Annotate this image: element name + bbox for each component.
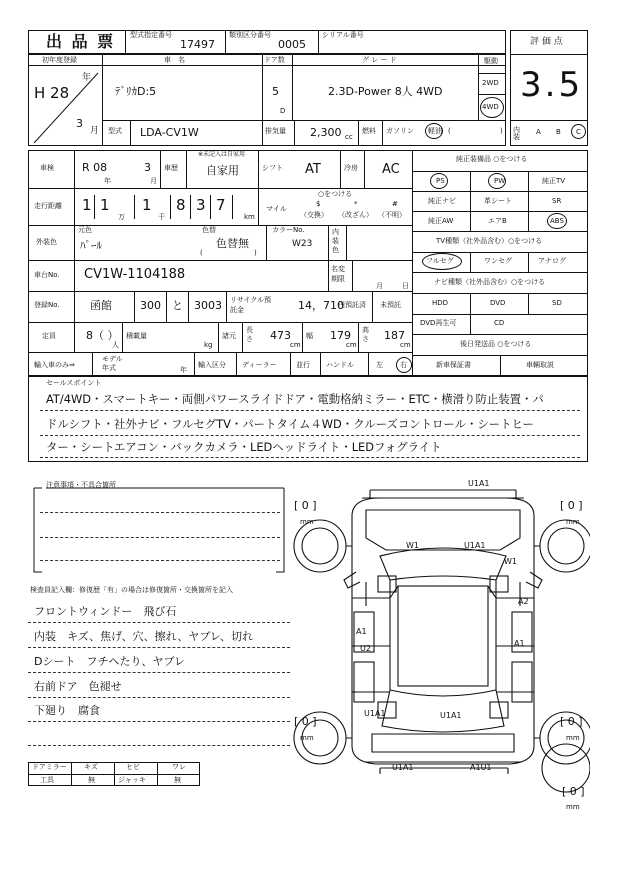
dims-label: 諸元	[222, 332, 236, 340]
damage-rear-gate: U1A1	[440, 711, 462, 720]
damage-roof-a1: A1	[356, 627, 367, 636]
color-value: ﾊﾟｰﾙ	[80, 239, 102, 252]
equip-title: 純正装備品 ○をつける	[456, 155, 528, 163]
tire-fr-value: [ 0 ]	[560, 499, 583, 512]
fuel-diesel-circle	[425, 123, 443, 139]
navi-hdd: HDD	[432, 299, 449, 307]
damage-hood: U1A1	[464, 541, 486, 550]
class-value: 0005	[278, 38, 306, 51]
equip-airbag: エアB	[488, 217, 507, 225]
aircon-label: 冷房	[344, 164, 358, 172]
equip-tv: 純正TV	[542, 177, 566, 185]
interior-label: 内装	[513, 126, 520, 141]
renewal-label: 名変期限	[331, 265, 345, 283]
doors-label: ドア数	[264, 56, 285, 64]
page-title: 出 品 票	[46, 32, 116, 51]
import-label: 輸入車のみ⇒	[34, 361, 75, 369]
reg-label: 登録No.	[34, 301, 60, 309]
first-reg-label: 初年度登録	[42, 56, 77, 64]
first-reg-month-unit: 月	[90, 126, 100, 136]
sales-label: セールスポイント	[46, 379, 102, 387]
mileage-digit-4: 8	[176, 196, 186, 214]
mile-label: マイル	[266, 205, 287, 213]
dealer: ディーラー	[242, 361, 277, 369]
mile-unknown: （不明）	[378, 211, 406, 219]
origcolor-label: 元色	[78, 226, 92, 234]
navi-title: ナビ種類（社外品含む）○をつける	[434, 278, 546, 286]
shaken-label: 車検	[40, 164, 54, 172]
load-unit: kg	[204, 341, 213, 349]
recycle-no: 未預託	[380, 301, 401, 309]
history-value: 自家用	[206, 164, 239, 177]
equip-sr: SR	[552, 197, 562, 205]
fuel-gas: ガソリン	[386, 127, 414, 135]
note-line-5: 下廻り 腐食	[34, 704, 100, 717]
cd-label: CD	[494, 319, 505, 327]
equip-ps-circle	[430, 173, 448, 189]
model-year-label: モデル年式	[102, 355, 123, 372]
color-paren-open: (	[200, 249, 203, 257]
damage-rear-bumper-right: A1U1	[470, 763, 492, 772]
notes-label: 注意事項・不具合箇所	[46, 481, 116, 489]
parallel: 並行	[296, 361, 310, 369]
shift-value: AT	[305, 162, 321, 177]
mileage-digit-6: 7	[216, 196, 226, 214]
equip-ps: PS	[436, 177, 445, 185]
interior-b: B	[556, 128, 561, 136]
model-value: LDA-CV1W	[140, 126, 199, 139]
len-value: 473	[270, 329, 291, 342]
note-line-1: フロントウィンドー 飛び石	[34, 605, 177, 618]
reg-class: 300	[140, 299, 161, 312]
mile-unknown-symbol: #	[392, 200, 398, 208]
height-value: 187	[384, 329, 405, 342]
handle-label: ハンドル	[326, 361, 354, 369]
damage-right-window: W1	[504, 557, 517, 566]
interior-a: A	[536, 128, 541, 136]
width-value: 179	[330, 329, 351, 342]
recycle-unit: 円預託済	[338, 301, 366, 309]
equip-abs-circle	[547, 213, 567, 229]
handle-right: 右	[400, 361, 407, 369]
tire-spare-unit: mm	[566, 803, 580, 811]
damage-right-rear-door: A1	[514, 639, 525, 648]
first-reg-year-unit: 年	[82, 73, 92, 83]
shift-label: シフト	[262, 164, 283, 172]
chassis-label: 車台No.	[34, 271, 60, 279]
color-paren-close: )	[254, 249, 257, 257]
equip-abs: ABS	[550, 217, 564, 225]
tire-rl-value: [ 0 ]	[294, 715, 317, 728]
man-unit: 万	[118, 213, 125, 221]
sales-line-2: ドルシフト・社外ナビ・フルセグTV・パートタイム４WD・クルーズコントロール・シートヒー	[46, 417, 534, 431]
handle-left: 左	[376, 361, 383, 369]
aircon-value: AC	[382, 162, 400, 177]
height-label: 高さ	[362, 326, 369, 343]
mileage-digit-5: 3	[196, 196, 206, 214]
navi-sd: SD	[552, 299, 562, 307]
tire-fl-unit: mm	[300, 518, 314, 526]
damage-rear-bumper-left: U1A1	[392, 763, 414, 772]
history-note: ※未記入は自家用	[198, 151, 246, 158]
shaken-value: R 08	[82, 161, 108, 174]
mile-altered-symbol: *	[354, 200, 358, 208]
recycle-value: 14，710	[298, 299, 344, 312]
reg-number: 3003	[194, 299, 222, 312]
len-label: 長さ	[246, 326, 253, 343]
capacity-label: 定員	[42, 332, 56, 340]
len-cm: cm	[290, 341, 301, 349]
sales-line-3: ター・シートエアコン・バックカメラ・LEDヘッドライト・LEDフォグライト	[46, 440, 442, 454]
capacity-unit: 人	[112, 341, 119, 349]
damage-right-front-door: A2	[518, 597, 529, 606]
import-class-label: 輸入区分	[198, 361, 226, 369]
drive-4wd: 4WD	[482, 103, 499, 111]
history-label: 車歴	[164, 164, 178, 172]
drive-4wd-circle	[480, 97, 504, 118]
tire-rr-unit: mm	[566, 734, 580, 742]
first-reg-era: H 28	[34, 84, 70, 102]
model-label: 型式	[108, 127, 122, 135]
note-line-2: 内装 キズ、焦げ、穴、擦れ、ヤブレ、切れ	[34, 630, 254, 643]
reg-kana: と	[172, 299, 183, 312]
color-change: 色替無	[216, 237, 249, 250]
mileage-digit-2: 1	[100, 196, 110, 214]
sales-line-1: AT/4WD・スマートキー・両側パワースライドドア・電動格納ミラー・ETC・横滑り防止装置・パ	[46, 392, 544, 406]
fuel-label: 燃料	[362, 127, 376, 135]
mile-altered: （改ざん）	[338, 211, 373, 219]
mileage-digit-3: 1	[142, 196, 152, 214]
colorno-label: カラーNo.	[272, 226, 305, 234]
damage-windshield: W1	[406, 541, 419, 550]
renewal-day: 日	[402, 282, 409, 290]
tire-fr-unit: mm	[566, 518, 580, 526]
first-reg-month: 3	[76, 117, 83, 130]
drive-label: 駆動	[484, 57, 498, 65]
colorsub-label: 色替	[202, 226, 216, 234]
tire-rl-unit: mm	[300, 734, 314, 742]
fuel-diesel: 軽油	[428, 127, 442, 135]
color-label: 外装色	[36, 238, 57, 246]
damage-front-bumper: U1A1	[468, 479, 490, 488]
damage-roof-u2: U2	[360, 644, 371, 653]
legend-r1: 工具	[40, 776, 54, 784]
tire-rr-value: [ 0 ]	[560, 715, 583, 728]
tire-fl-value: [ 0 ]	[294, 499, 317, 512]
interior-color-label: 内装色	[332, 228, 339, 254]
mile-note: ○をつける	[318, 190, 353, 198]
disp-value: 2,300	[310, 126, 342, 139]
load-label: 積載量	[126, 332, 147, 340]
handle-right-circle	[396, 357, 412, 373]
drive-2wd: 2WD	[482, 79, 499, 87]
serial-label: シリアル番号	[322, 31, 364, 39]
reg-area: 函館	[90, 299, 112, 312]
interior-c: C	[576, 128, 581, 136]
equip-aw: 純正AW	[428, 217, 454, 225]
tv-fullseg: フルセグ	[426, 257, 454, 265]
eval-score: 3.5	[520, 65, 584, 105]
inspector-label: 検査員記入欄：修復歴「有」の場合は修復箇所・交換箇所を記入	[30, 586, 233, 594]
tv-oneseg: ワンセグ	[484, 257, 512, 265]
ship-title: 後日発送品 ○をつける	[460, 340, 532, 348]
disp-unit: cc	[345, 133, 353, 141]
damage-left-rear: U1A1	[364, 709, 386, 718]
shaken-month: 3	[144, 161, 151, 174]
capacity-value: 8（ ）	[86, 329, 119, 342]
tv-analog: アナログ	[538, 257, 566, 265]
equip-pw-circle	[488, 173, 506, 189]
equip-leather: 革シート	[484, 197, 512, 205]
legend-h2: キズ	[84, 763, 98, 771]
cert-value: 17497	[180, 38, 215, 51]
cert-label: 型式指定番号	[130, 31, 172, 39]
legend-h1: ドアミラー	[32, 763, 67, 771]
chassis-value: CV1W-1104188	[84, 267, 186, 282]
width-label: 幅	[306, 332, 313, 340]
ship-warranty: 新車保証書	[436, 361, 471, 369]
legend-h3: ヒビ	[126, 763, 140, 771]
legend-h4: ワレ	[172, 763, 186, 771]
car-diagram	[290, 476, 590, 806]
note-line-3: Dシート フチヘたり、ヤブレ	[34, 655, 186, 668]
height-cm: cm	[400, 341, 411, 349]
mile-exchange-symbol: $	[316, 200, 321, 208]
legend-r3: ジャッキ	[118, 776, 146, 784]
width-cm: cm	[346, 341, 357, 349]
colorno-value: W23	[292, 239, 313, 249]
sen-unit: 千	[158, 213, 165, 221]
disp-label: 排気量	[265, 127, 286, 135]
notes-bracket	[28, 481, 290, 576]
mileage-label: 走行距離	[34, 202, 62, 210]
tv-fullseg-circle	[422, 253, 462, 270]
note-line-4: 右前ドア 色褪せ	[34, 680, 122, 693]
eval-label: 評 価 点	[530, 37, 563, 47]
car-name: ﾃﾞﾘｶD:5	[115, 85, 157, 98]
interior-c-circle	[571, 124, 586, 139]
tv-title: TV種類（社外品含む）○をつける	[436, 237, 543, 245]
legend-r2: 無	[88, 776, 95, 784]
recycle-label: リサイクル預託金	[230, 296, 272, 314]
renewal-month: 月	[376, 282, 383, 290]
dvd-label: DVD再生可	[420, 319, 457, 327]
mile-exchange: （交換）	[300, 211, 328, 219]
equip-pw: PW	[494, 177, 506, 185]
navi-dvd: DVD	[490, 299, 506, 307]
grade-value: 2.3D-Power 8人 4WD	[328, 85, 443, 98]
tire-spare-value: [ 0 ]	[562, 785, 585, 798]
equip-navi: 純正ナビ	[428, 197, 456, 205]
shaken-month-unit: 月	[150, 177, 157, 185]
shaken-year-unit: 年	[104, 177, 111, 185]
model-year-unit: 年	[180, 366, 187, 374]
ship-manual: 車輌取説	[526, 361, 554, 369]
car-name-label: 車 名	[164, 56, 185, 64]
class-label: 類別区分番号	[229, 31, 271, 39]
mileage-digit-1: 1	[82, 196, 92, 214]
doors-value: 5	[272, 85, 279, 98]
doors-sub: D	[280, 107, 286, 115]
km-unit: km	[244, 213, 255, 221]
grade-label: グ レ ー ド	[362, 56, 397, 64]
legend-r4: 無	[174, 776, 181, 784]
